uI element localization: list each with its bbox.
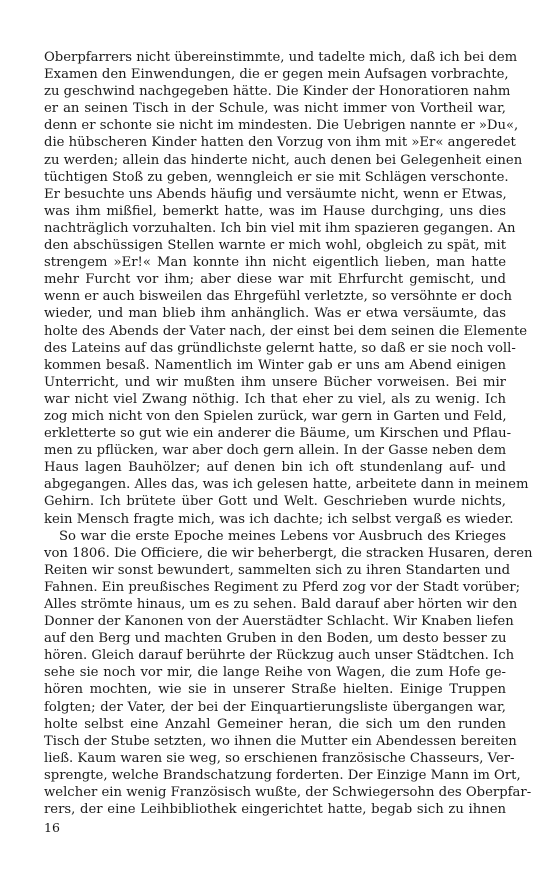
- text-line: sehe sie noch vor mir, die lange Reihe von Wagen, die zum Hofe ge-: [44, 665, 506, 681]
- text-line: Er besuchte uns Abends häufig und versäumte nicht, wenn er Etwas,: [44, 186, 507, 202]
- text-line: sprengte, welche Brandschatzung forderten. Der Einzige Mann im Ort,: [44, 767, 521, 783]
- text-line: ließ. Kaum waren sie weg, so erschienen französische Chasseurs, Ver-: [44, 750, 515, 766]
- text-line: wenn er auch bisweilen das Ehrgefühl verletzte, so versöhnte er doch: [44, 289, 512, 305]
- text-line: er an seinen Tisch in der Schule, was nicht immer von Vortheil war,: [44, 101, 506, 117]
- text-line: auf den Berg und machten Gruben in den Boden, um desto besser zu: [44, 631, 507, 647]
- text-line: zu werden; allein das hinderte nicht, auch denen bei Gelegenheit einen: [44, 152, 523, 168]
- text-line: Reiten wir sonst bewundert, sammelten sich zu ihren Standarten und: [44, 562, 511, 578]
- text-line: holte selbst eine Anzahl Gemeiner heran, die sich um den runden: [44, 716, 506, 732]
- text-line: wieder, und man blieb ihm anhänglich. Was er etwa versäumte, das: [44, 306, 506, 322]
- text-line: erkletterte so gut wie ein anderer die Bäume, um Kirschen und Pflau-: [44, 426, 512, 442]
- text-line: hören. Gleich darauf berührte der Rückzug auch unser Städtchen. Ich: [44, 648, 515, 664]
- text-line: war nicht viel Zwang nöthig. Ich that eher zu viel, als zu wenig. Ich: [44, 391, 506, 407]
- text-line: von 1806. Die Officiere, die wir beherbergt, die stracken Husaren, deren: [44, 545, 533, 561]
- text-line: zog mich nicht von den Spielen zurück, war gern in Garten und Feld,: [44, 408, 507, 424]
- text-line: kommen besaß. Namentlich im Winter gab er uns am Abend einigen: [44, 357, 506, 373]
- text-line: die hübscheren Kinder hatten den Vorzug von ihm mit »Er« angeredet: [44, 135, 516, 151]
- text-line: tüchtigen Stoß zu geben, wenngleich er sie mit Schlägen verschonte.: [44, 169, 509, 185]
- text-line: abgegangen. Alles das, was ich gelesen hatte, arbeitete dann in meinem: [44, 477, 529, 493]
- text-line: nachträglich vorzuhalten. Ich bin viel mit ihm spazieren gegangen. An: [44, 220, 516, 236]
- page-body: [44, 49, 533, 818]
- text-line: Examen den Einwendungen, die er gegen mein Aufsagen vorbrachte,: [44, 67, 509, 83]
- text-line: denn er schonte sie nicht im mindesten. Die Uebrigen nannte er »Du«,: [44, 118, 519, 134]
- text-line: Gehirn. Ich brütete über Gott und Welt. Geschrieben wurde nichts,: [44, 494, 506, 510]
- text-line: Tisch der Stube setzten, wo ihnen die Mutter ein Abendessen bereiten: [44, 733, 517, 749]
- text-line: rers, der eine Leihbibliothek eingerichtet hatte, begab sich zu ihnen: [44, 802, 506, 818]
- text-line: hören mochten, wie sie in unserer Straße hielten. Einige Truppen: [44, 682, 506, 698]
- text-line: Unterricht, und wir mußten ihm unsere Bücher vorweisen. Bei mir: [44, 374, 506, 390]
- text-line: Donner der Kanonen von der Auerstädter Schlacht. Wir Knaben liefen: [44, 614, 514, 630]
- text-line: Alles strömte hinaus, um es zu sehen. Bald darauf aber hörten wir den: [44, 597, 518, 612]
- text-line: was ihm mißfiel, bemerkt hatte, was im Hause durchging, uns dies: [44, 203, 506, 219]
- text-line: folgten; der Vater, der bei der Einquartierungsliste übergangen war,: [44, 699, 506, 715]
- text-line: men zu pflücken, war aber doch gern allein. In der Gasse neben dem: [44, 443, 507, 459]
- text-line: welcher ein wenig Französisch wußte, der Schwiegersohn des Oberpfar-: [44, 785, 532, 801]
- page-number: 16: [44, 820, 60, 835]
- text-line: kein Mensch fragte mich, was ich dachte; ich selbst vergaß es wieder.: [44, 511, 514, 527]
- text-line: des Lateins auf das gründlichste gelernt hatte, so daß er sie noch voll-: [44, 340, 516, 356]
- text-line: den abschüssigen Stellen warnte er mich wohl, obgleich zu spät, mit: [44, 238, 506, 254]
- text-line: Haus lagen Bauhölzer; auf denen bin ich oft stundenlang auf- und: [44, 460, 506, 476]
- paragraph-start-line: So war die erste Epoche meines Lebens vor Ausbruch des Krieges: [59, 528, 506, 544]
- text-line: mehr Furcht vor ihm; aber diese war mit Ehrfurcht gemischt, und: [44, 272, 506, 288]
- text-line: holte des Abends der Vater nach, der einst bei dem seinen die Elemente: [44, 323, 528, 339]
- text-line: strengem »Er!« Man konnte ihn nicht eigentlich lieben, man hatte: [44, 255, 506, 271]
- text-line: Fahnen. Ein preußisches Regiment zu Pferd zog vor der Stadt vorüber;: [44, 579, 521, 595]
- text-line: zu geschwind nachgegeben hätte. Die Kinder der Honoratioren nahm: [44, 84, 511, 100]
- text-line: Oberpfarrers nicht übereinstimmte, und tadelte mich, daß ich bei dem: [44, 50, 518, 65]
